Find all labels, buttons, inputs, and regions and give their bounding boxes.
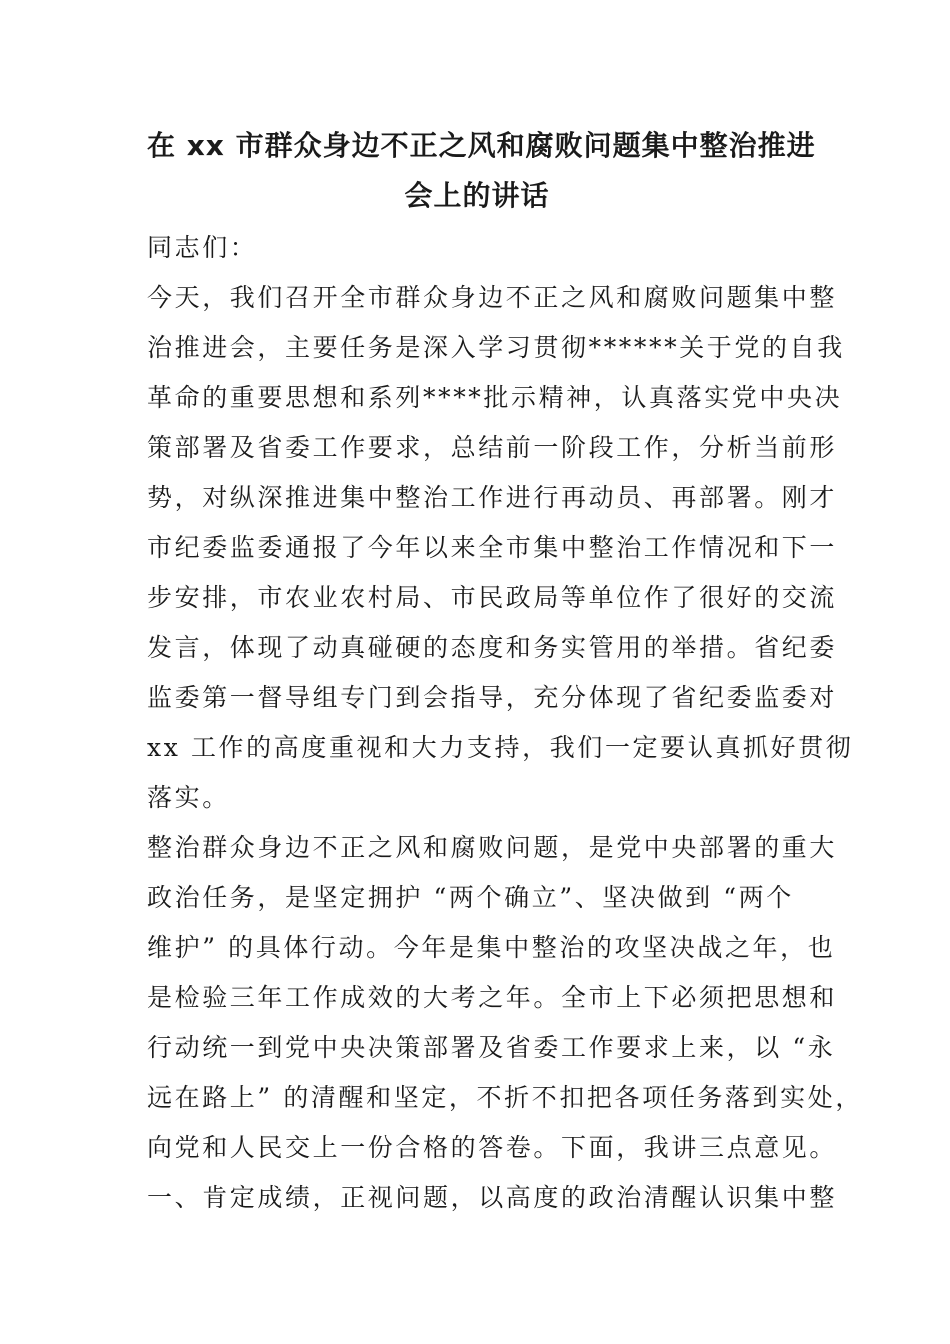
body-line: 落实。 xyxy=(147,783,230,812)
body-line: 整治群众身边不正之风和腐败问题，是党中央部署的重大 xyxy=(147,833,838,862)
body-line: 政治任务，是坚定拥护 “两个确立”、坚决做到 “两个 xyxy=(147,883,794,912)
body-line: 势，对纵深推进集中整治工作进行再动员、再部署。刚才 xyxy=(147,483,838,512)
body-line: 步安排，市农业农村局、市民政局等单位作了很好的交流 xyxy=(147,583,838,612)
body-line: 革命的重要思想和系列****批示精神，认真落实党中央决 xyxy=(147,383,843,412)
body-line: 监委第一督导组专门到会指导，充分体现了省纪委监委对 xyxy=(147,683,838,712)
body-line: 今天，我们召开全市群众身边不正之风和腐败问题集中整 xyxy=(147,283,838,312)
body-line: 远在路上” 的清醒和坚定，不折不扣把各项任务落到实处， xyxy=(147,1083,863,1112)
body-line: 同志们： xyxy=(147,233,258,262)
body-line: 策部署及省委工作要求，总结前一阶段工作，分析当前形 xyxy=(147,433,838,462)
document-title-line-1: 在 xx 市群众身边不正之风和腐败问题集中整治推进 xyxy=(147,129,816,162)
body-line: 治推进会，主要任务是深入学习贯彻******关于党的自我 xyxy=(147,333,845,362)
body-line: 行动统一到党中央决策部署及省委工作要求上来，以 “永 xyxy=(147,1033,836,1062)
body-line: 一、肯定成绩，正视问题，以高度的政治清醒认识集中整 xyxy=(147,1183,838,1212)
body-line: 是检验三年工作成效的大考之年。全市上下必须把思想和 xyxy=(147,983,838,1012)
body-line: 向党和人民交上一份合格的答卷。下面，我讲三点意见。 xyxy=(147,1133,838,1162)
document-title-line-2: 会上的讲话 xyxy=(404,179,550,212)
body-line: 市纪委监委通报了今年以来全市集中整治工作情况和下一 xyxy=(147,533,838,562)
body-line: 维护” 的具体行动。今年是集中整治的攻坚决战之年，也 xyxy=(147,933,836,962)
body-line: xx 工作的高度重视和大力支持，我们一定要认真抓好贯彻 xyxy=(147,733,854,762)
body-line: 发言，体现了动真碰硬的态度和务实管用的举措。省纪委 xyxy=(147,633,838,662)
